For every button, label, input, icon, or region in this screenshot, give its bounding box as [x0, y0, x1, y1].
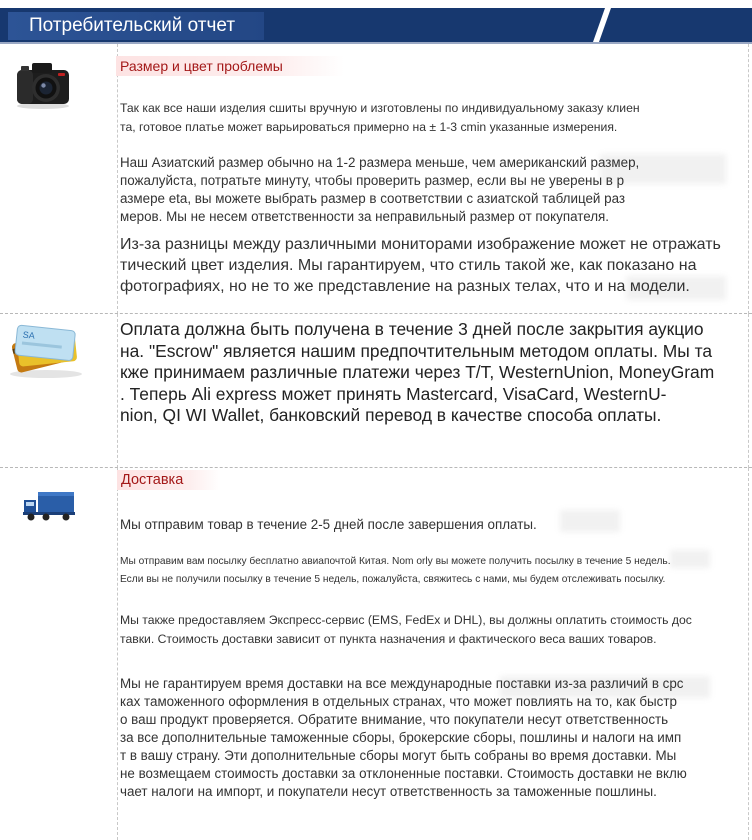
column-separator	[117, 44, 119, 314]
size-paragraph-1-line: Так как все наши изделия сшиты вручную и изготовлены по индивидуальному заказу клиен	[120, 101, 640, 115]
right-border	[748, 468, 750, 840]
payment-text-line: Оплата должна быть получена в течение 3 дней после закрытия аукцио	[120, 319, 704, 339]
shipping-paragraph-1: Мы отправим товар в течение 2-5 дней после завершения оплаты.	[120, 517, 537, 532]
faded-watermark	[670, 550, 710, 568]
shipping-paragraph-3-line: тавки. Стоимость доставки зависит от пункта назначения и фактического веса ваших товаров.	[120, 632, 657, 646]
size-paragraph-3-line: фотографиях, но не то же представление на разных телах, что и на модели.	[120, 278, 690, 295]
column-separator	[117, 314, 119, 468]
header-slash-decoration	[593, 8, 613, 42]
shipping-paragraph-4-line: Мы не гарантируем время доставки на все международные поставки из-за различий в срс	[120, 676, 684, 691]
card-label: SA	[22, 329, 36, 341]
shipping-paragraph-4-line: о ваш продукт проверяется. Обратите внимание, что покупатели несут ответственность	[120, 712, 669, 727]
size-color-section	[0, 44, 752, 314]
column-separator	[117, 468, 119, 840]
shipping-paragraph-4	[120, 675, 687, 801]
size-paragraph-2-line: Наш Азиатский размер обычно на 1-2 размера меньше, чем американский размер,	[120, 155, 640, 170]
size-paragraph-3-line: Из-за разницы между различными мониторами изображение может не отражать	[120, 236, 721, 253]
shipping-paragraph-4-line: т в вашу страну. Эти дополнительные сборы могут быть собраны во время доставки. Мы	[120, 748, 677, 763]
delivery-truck-icon	[22, 490, 76, 522]
size-paragraph-3-line: тический цвет изделия. Мы гарантируем, что стиль такой же, как показано на	[120, 257, 697, 274]
shipping-paragraph-2	[120, 553, 671, 589]
size-paragraph-2-line: азмере eta, вы можете выбрать размер в соответствии с азиатской таблицей раз	[120, 191, 626, 206]
payment-section	[0, 314, 752, 468]
shipping-section	[0, 468, 752, 840]
payment-text-line: . Теперь Ali express может принять Mastercard, VisaCard, WesternU-	[120, 383, 667, 404]
size-paragraph-2-line: меров. Мы не несем ответственности за неправильный размер от покупателя.	[120, 209, 609, 224]
size-color-title: Размер и цвет проблемы	[116, 56, 344, 76]
shipping-paragraph-2-line: Если вы не получили посылку в течение 5 недель, пожалуйста, свяжитесь с нами, мы будем отслеживать посылку.	[120, 574, 666, 585]
page-title: Потребительский отчет	[29, 15, 236, 36]
shipping-paragraph-3-line: Мы также предоставляем Экспресс-сервис (EMS, FedEx и DHL), вы должны оплатить стоимость дос	[120, 613, 692, 627]
payment-text-line: nion, QI WI Wallet, банковский перевод в качестве способа оплаты.	[120, 405, 662, 425]
payment-text-line: на. "Escrow" является нашим предпочтительным методом оплаты. Мы та	[120, 340, 713, 361]
payment-text-line: кже принимаем различные платежи через T/T, WesternUnion, MoneyGram	[120, 362, 715, 382]
right-border	[748, 44, 750, 314]
shipping-title: Доставка	[117, 470, 221, 490]
size-paragraph-2	[120, 154, 639, 226]
size-paragraph-2-line: пожалуйста, потратьте минуту, чтобы проверить размер, если вы не уверены в р	[120, 173, 625, 188]
payment-text	[120, 319, 714, 427]
shipping-paragraph-4-line: чает налоги на импорт, и покупатели несут ответственность за таможенные пошлины.	[120, 784, 657, 799]
report-header	[0, 8, 752, 42]
shipping-paragraph-2-line: Мы отправим вам посылку бесплатно авиапочтой Китая. Nom orly вы можете получить посылку в течение 5 недель.	[120, 556, 671, 567]
shipping-paragraph-3	[120, 611, 692, 649]
size-paragraph-1	[120, 99, 640, 137]
camera-icon	[14, 58, 72, 110]
shipping-paragraph-4-line: ках таможенного оформления в отдельных странах, что может повлиять на то, как быстр	[120, 694, 677, 709]
shipping-paragraph-4-line: не возмещаем стоимость доставки за отклоненные поставки. Стоимость доставки не вклю	[120, 766, 687, 781]
credit-cards-icon	[6, 322, 86, 380]
right-border	[748, 314, 750, 468]
size-paragraph-3	[120, 234, 721, 297]
shipping-paragraph-4-line: за все дополнительные таможенные сборы, брокерские сборы, пошлины и налоги на имп	[120, 730, 682, 745]
faded-watermark	[560, 510, 620, 532]
size-paragraph-1-line: та, готовое платье может варьироваться примерно на ± 1-3 cmin указанные измерения.	[120, 120, 618, 134]
